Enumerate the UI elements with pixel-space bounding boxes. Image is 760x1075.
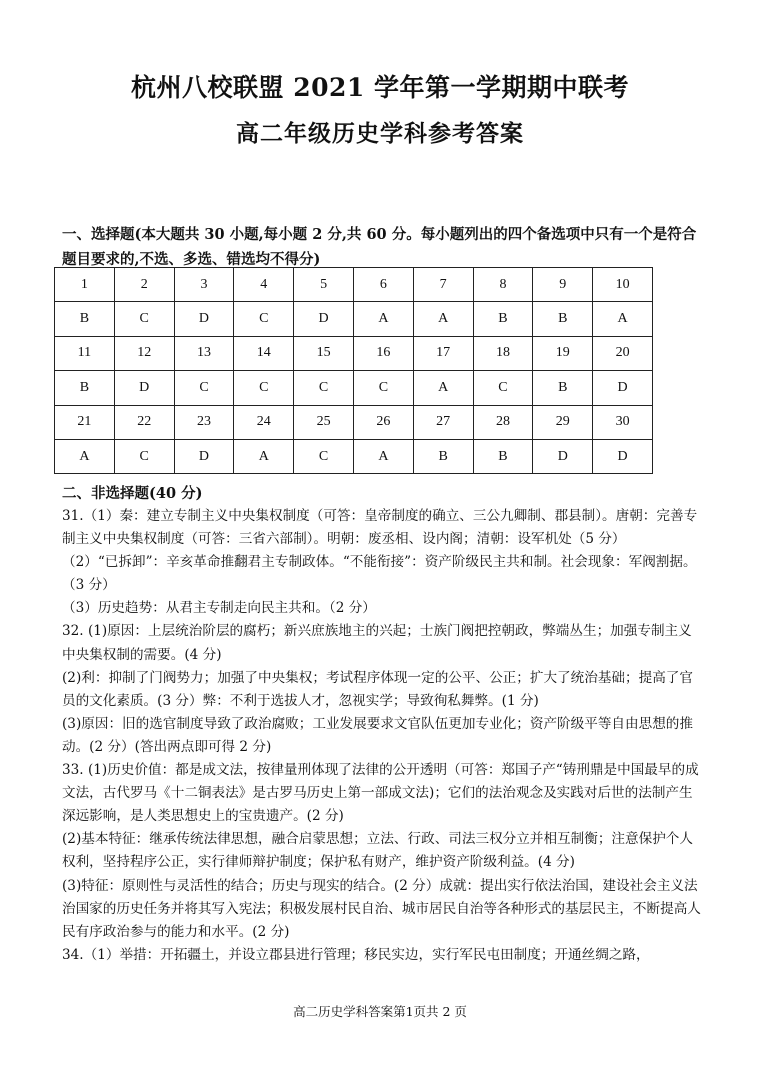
table-cell: C [294,371,354,405]
answer-paragraph: 33. (1)历史价值：都是成文法，按律量刑体现了法律的公开透明（可答：郑国子产“铸刑鼎是中国最早的成文法，古代罗马《十二铜表法》是古罗马历史上第一部成文法)；它们的法治观念及实践对后世的法制产生深远影响，是人类思想史上的宝贵遗产。(2 分) [62,762,699,825]
table-cell: 22 [114,405,174,439]
table-row [55,268,653,302]
table-cell: 25 [294,405,354,439]
table-cell: 24 [234,405,294,439]
table-row [55,302,653,336]
answer-paragraph: （2）“已拆卸”：辛亥革命推翻君主专制政体。“不能衔接”：资产阶级民主共和制。社会现象：军阀割据。（3 分） [62,554,697,594]
table-cell: 7 [413,268,473,302]
table-cell: 3 [174,268,234,302]
document-title: 杭州八校联盟 2021 学年第一学期期中联考 [131,73,629,102]
table-cell: A [353,439,413,473]
table-cell: D [593,439,653,473]
table-cell: B [533,371,593,405]
table-cell: 30 [593,405,653,439]
table-cell: 23 [174,405,234,439]
table-cell: A [353,302,413,336]
table-cell: 15 [294,336,354,370]
table-row [55,439,653,473]
table-cell: B [473,439,533,473]
page-footer: 高二历史学科答案第1页共 2 页 [293,1004,467,1019]
table-cell: 16 [353,336,413,370]
answer-paragraph: (3)原因：旧的选官制度导致了政治腐败；工业发展要求文官队伍更加专业化；资产阶级平等自由思想的推动。(2 分）(答出两点即可得 2 分) [62,715,693,755]
answer-paragraph: （3）历史趋势：从君主专制走向民主共和。（2 分） [62,600,376,617]
table-cell: A [593,302,653,336]
table-cell: C [174,371,234,405]
table-cell: D [533,439,593,473]
table-cell: C [114,439,174,473]
table-cell: C [234,302,294,336]
table-cell: 19 [533,336,593,370]
table-cell: 21 [55,405,115,439]
table-row [55,371,653,405]
table-cell: C [294,439,354,473]
answer-paragraph: (3)特征：原则性与灵活性的结合；历史与现实的结合。(2 分）成就：提出实行依法治国，建设社会主义法治国家的历史任务并将其写入宪法；积极发展村民自治、城市居民自治等各种形式的基层民主，不断提高人民有序政治参与的能力和水平。(2 分) [62,877,701,940]
answer-paragraph: (2)利：抑制了门阀势力；加强了中央集权；考试程序体现一定的公平、公正；扩大了统治基础；提高了官员的文化素质。(3 分）弊：不利于选拔人才，忽视实学；导致徇私舞弊。(1 分) [62,669,693,709]
table-cell: 1 [55,268,115,302]
answer-table [54,267,653,474]
section1-heading: 一、选择题(本大题共 30 小题,每小题 2 分,共 60 分。每小题列出的四个备选项中只有一个是符合题目要求的,不选、多选、错选均不得分) [62,226,697,268]
table-cell: A [413,371,473,405]
table-cell: C [353,371,413,405]
table-cell: A [234,439,294,473]
table-cell: 8 [473,268,533,302]
table-cell: A [413,302,473,336]
table-cell: 10 [593,268,653,302]
answer-paragraph: 32. (1)原因：上层统治阶层的腐朽；新兴庶族地主的兴起；士族门阀把控朝政，弊端丛生；加强专制主义中央集权制的需要。(4 分) [62,623,692,663]
table-cell: 29 [533,405,593,439]
table-cell: B [533,302,593,336]
table-cell: 4 [234,268,294,302]
answer-paragraph: 34.（1）举措：开拓疆土，并设立郡县进行管理；移民实边，实行军民屯田制度；开通丝绸之路， [62,946,650,963]
table-row [55,336,653,370]
table-cell: 11 [55,336,115,370]
document-subtitle: 高二年级历史学科参考答案 [236,120,524,147]
table-cell: 20 [593,336,653,370]
section2-heading: 二、非选择题(40 分) [62,485,203,502]
table-cell: B [413,439,473,473]
table-cell: D [114,371,174,405]
answer-paragraph: 31.（1）秦：建立专制主义中央集权制度（可答：皇帝制度的确立、三公九卿制、郡县制）。唐朝：完善专制主义中央集权制度（可答：三省六部制）。明朝：废丞相、设内阁；清朝：设军机处（5 分） [62,508,698,548]
table-cell: 18 [473,336,533,370]
table-cell: D [174,439,234,473]
table-row [55,405,653,439]
table-cell: D [593,371,653,405]
table-cell: A [55,439,115,473]
answer-body [62,505,702,967]
table-cell: 9 [533,268,593,302]
table-cell: C [234,371,294,405]
table-cell: C [473,371,533,405]
table-cell: B [473,302,533,336]
table-cell: D [294,302,354,336]
table-cell: 26 [353,405,413,439]
table-cell: 12 [114,336,174,370]
table-cell: 17 [413,336,473,370]
table-cell: C [114,302,174,336]
table-cell: 28 [473,405,533,439]
table-cell: 13 [174,336,234,370]
table-cell: 27 [413,405,473,439]
table-cell: 14 [234,336,294,370]
answer-paragraph: (2)基本特征：继承传统法律思想，融合启蒙思想；立法、行政、司法三权分立并相互制衡；注意保护个人权利，坚持程序公正，实行律师辩护制度；保护私有财产，维护资产阶级利益。(4 分) [62,831,693,871]
table-cell: 5 [294,268,354,302]
table-cell: B [55,371,115,405]
table-cell: D [174,302,234,336]
table-cell: 2 [114,268,174,302]
table-cell: 6 [353,268,413,302]
table-cell: B [55,302,115,336]
